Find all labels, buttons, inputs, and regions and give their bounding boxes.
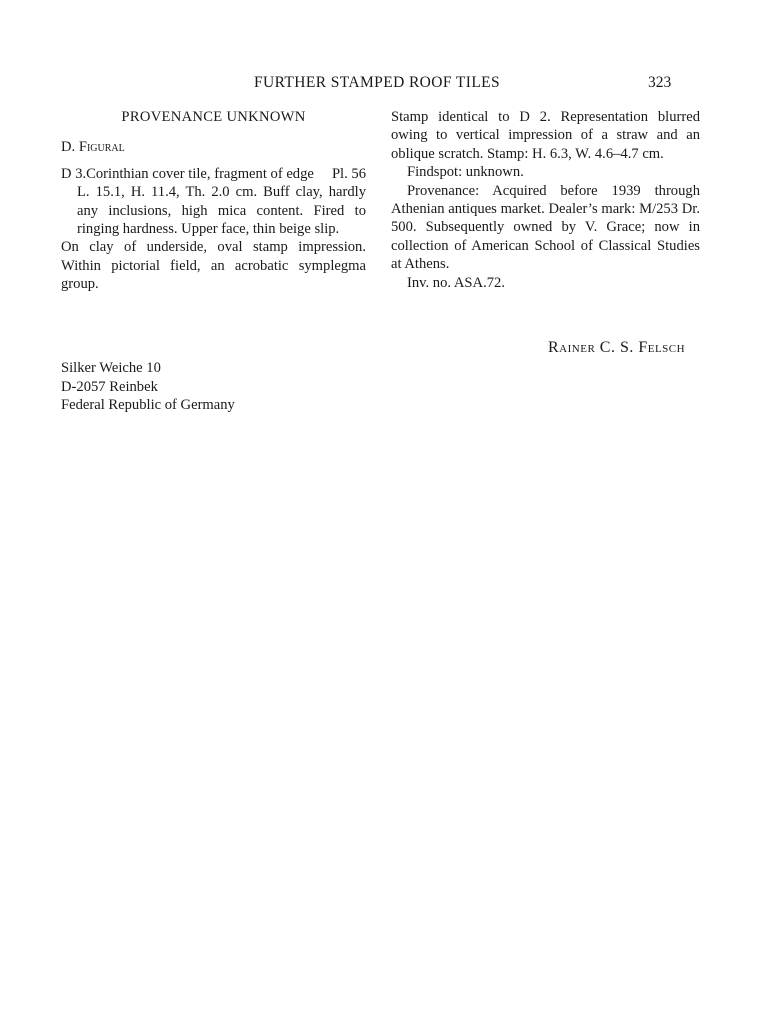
author-signature: Rainer C. S. Felsch (548, 339, 686, 356)
entry-description: L. 15.1, H. 11.4, Th. 2.0 cm. Buff clay, hardly any inclusions, high mica content. Fired to ringing hardness. Upper face, thin beige slip. (77, 184, 366, 238)
subsection-heading: D. Figural (61, 139, 125, 156)
entry-title: Corinthian cover tile, fragment of edge (86, 165, 314, 182)
provenance: Provenance: Acquired before 1939 through Athenian antiques market. Dealer’s mark: M/253 Dr. 500. Subsequently owned by V. Grace; now in collection of American School of Classical Studies at Athens. (391, 182, 700, 273)
page-number: 323 (648, 74, 672, 91)
inventory-number: Inv. no. ASA.72. (407, 274, 505, 291)
catalogue-entry-heading (61, 165, 366, 183)
address-line: D-2057 Reinbek (61, 378, 158, 395)
right-column (391, 108, 700, 292)
section-title: PROVENANCE UNKNOWN (121, 109, 306, 125)
findspot: Findspot: unknown. (407, 164, 524, 181)
address-line: Federal Republic of Germany (61, 397, 235, 413)
entry-id: D 3. (61, 165, 87, 182)
plate-reference: Pl. 56 (331, 165, 366, 182)
running-title: FURTHER STAMPED ROOF TILES (254, 74, 501, 91)
stamp-description-continued: Stamp identical to D 2. Representation blurred owing to vertical impression of a straw and an oblique scratch. Stamp: H. 6.3, W. 4.6–4.7 cm. (391, 109, 700, 162)
stamp-description: On clay of underside, oval stamp impression. Within pictorial field, an acrobatic symplegma group. (61, 239, 366, 293)
address-line: Silker Weiche 10 (61, 360, 161, 376)
author-address (61, 359, 235, 415)
left-column (61, 108, 366, 294)
